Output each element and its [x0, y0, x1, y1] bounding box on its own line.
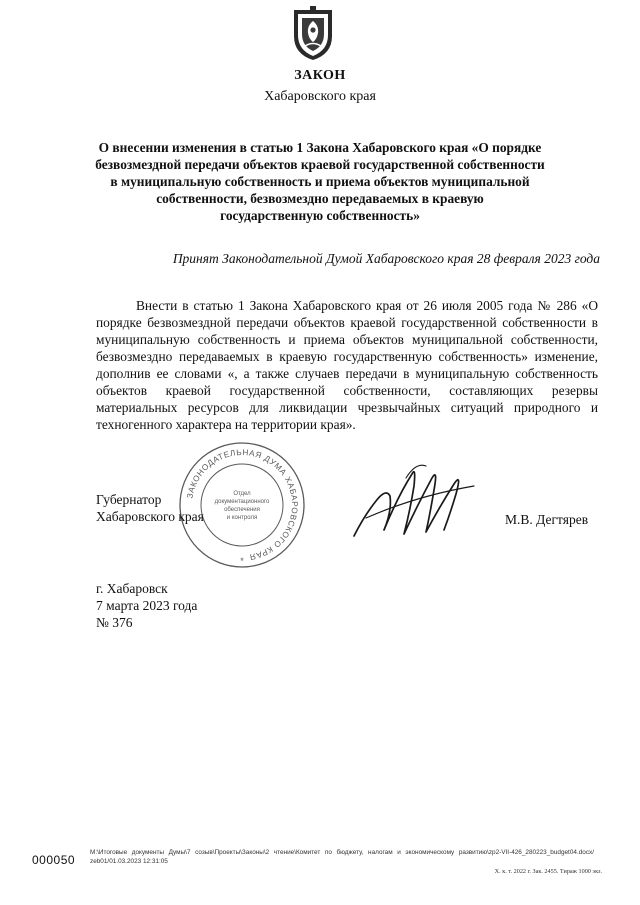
seal-inner-line: документационного	[214, 499, 270, 505]
law-region: Хабаровского края	[264, 89, 376, 104]
coat-of-arms-icon	[290, 6, 336, 62]
position-line: Хабаровского края	[96, 509, 204, 524]
position-line: Губернатор	[96, 492, 162, 507]
seal-ring-text: ЗАКОНОДАТЕЛЬНАЯ ДУМА ХАБАРОВСКОГО КРАЯ	[185, 447, 300, 562]
signatory-position	[96, 491, 204, 525]
law-subject	[90, 139, 550, 224]
adoption-note: Принят Законодательной Думой Хабаровского края 28 февраля 2023 года	[172, 251, 600, 266]
subject-line: государственную собственность»	[220, 208, 420, 223]
signing-city: г. Хабаровск	[96, 581, 168, 596]
law-body-paragraph: Внести в статью 1 Закона Хабаровского края от 26 июля 2005 года № 286 «О порядке безвозмездной передачи объектов краевой государственной собственности в муниципальную собственность и приема объектов муниципальной собственности, безвозмездно передаваемых в краевую государственную собственность» изменение, дополнив ее словами «, а также случаев передачи в муниципальную собственность объектов краевой государственной собственности, составляющих резервы материальных ресурсов для ликвидации чрезвычайных ситуаций природного и техногенного характера на территории края».	[96, 298, 598, 432]
signing-date: 7 марта 2023 года	[96, 598, 198, 613]
subject-line: О внесении изменения в статью 1 Закона Хабаровского края «О порядке	[98, 140, 542, 155]
handwritten-signature	[346, 456, 486, 546]
seal-inner-line: Отдел	[233, 491, 251, 497]
signing-details	[96, 580, 197, 631]
document-code: 000050	[32, 853, 76, 867]
signatory-name: М.В. Дегтярев	[505, 512, 589, 527]
seal-inner-line: обеспечения	[224, 507, 260, 513]
seal-inner-line: и контроля	[226, 515, 258, 521]
law-title: ЗАКОН	[294, 68, 346, 83]
subject-line: собственности, безвозмездно передаваемых в краевую	[156, 191, 484, 206]
print-info: Х. к. т. 2022 г. Зак. 2455. Тираж 1000 экз.	[494, 868, 602, 875]
law-number: № 376	[96, 615, 133, 630]
file-path-note: M:\Итоговые документы Думы\7 созыв\Проекты\Законы\2 чтение\Комитет по бюджету, налогам и экономическому развитию\zp2-VII-426_280223_budget04.docx/ zeb01/01.03.2023 12:31:05	[90, 849, 594, 865]
subject-line: безвозмездной передачи объектов краевой государственной собственности	[95, 157, 545, 172]
subject-line: в муниципальную собственность и приема объектов муниципальной	[110, 174, 530, 189]
seal-star-icon: *	[240, 556, 244, 566]
